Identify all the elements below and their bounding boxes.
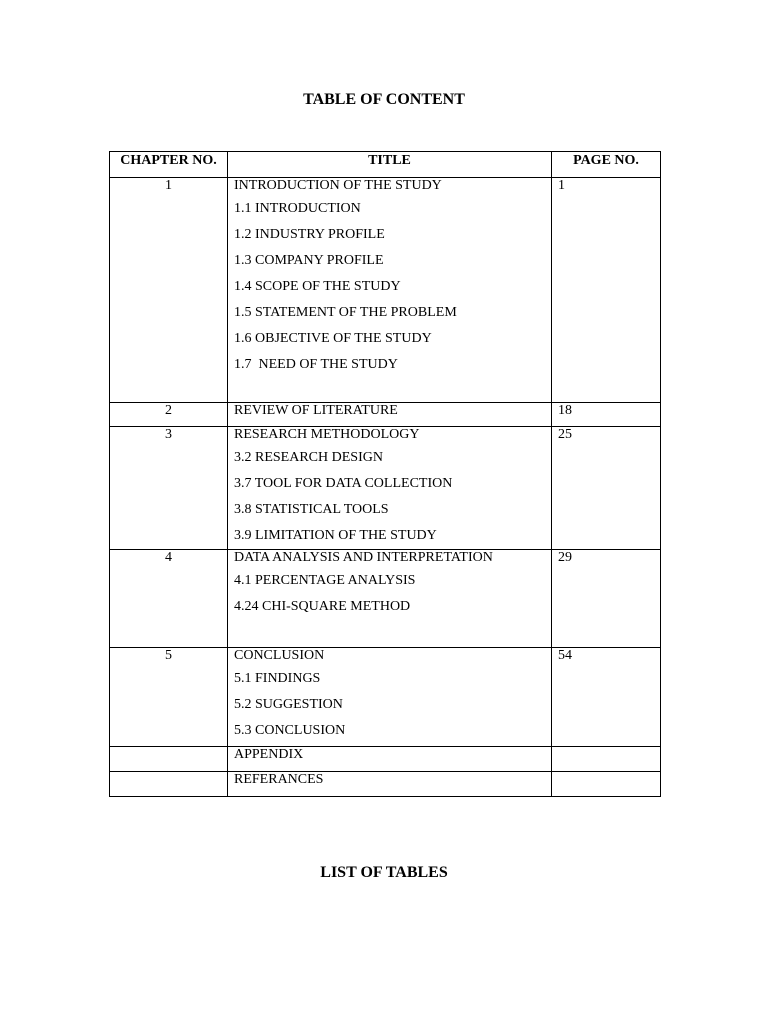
section-title: 1.7 NEED OF THE STUDY [234,357,398,372]
chapter-number: 4 [165,550,172,565]
title-cell [228,772,552,797]
chapter-title: REFERANCES [234,772,324,787]
section-title: 1.1 INTRODUCTION [234,201,361,216]
section-title: 3.8 STATISTICAL TOOLS [234,502,389,517]
section-title: 1.5 STATEMENT OF THE PROBLEM [234,305,457,320]
section-title: 1.2 INDUSTRY PROFILE [234,227,385,242]
column-header-chapter: CHAPTER NO. [110,152,228,178]
title-cell [228,550,552,648]
column-header-page: PAGE NO. [552,152,661,178]
title-cell [228,427,552,550]
table-row [110,178,661,403]
page-number: 1 [558,178,565,193]
section-title: 4.1 PERCENTAGE ANALYSIS [234,573,416,588]
section-title: 3.9 LIMITATION OF THE STUDY [234,528,437,543]
chapter-title: RESEARCH METHODOLOGY [234,427,420,442]
page-number-cell [552,550,661,648]
page-number-cell [552,648,661,747]
section-title: 5.2 SUGGESTION [234,697,343,712]
section-title: 4.24 CHI-SQUARE METHOD [234,599,411,614]
title-cell [228,747,552,772]
page-number: 18 [558,403,572,418]
chapter-number-cell [110,403,228,427]
chapter-title: REVIEW OF LITERATURE [234,403,398,418]
chapter-number: 2 [165,403,172,418]
page-number: 29 [558,550,572,565]
chapter-number-cell [110,178,228,403]
chapter-number [110,772,227,790]
table-row [110,427,661,550]
table-row [110,772,661,797]
section-title: 3.2 RESEARCH DESIGN [234,450,383,465]
table-of-contents [109,151,661,797]
chapter-number [110,747,227,765]
table-row [110,550,661,648]
chapter-number-cell [110,550,228,648]
page-number: 25 [558,427,572,442]
page-title: TABLE OF CONTENT [303,91,465,108]
page-number [558,747,660,765]
page-number-cell [552,178,661,403]
section-title: 1.6 OBJECTIVE OF THE STUDY [234,331,432,346]
chapter-number-cell [110,648,228,747]
page-number-cell [552,772,661,797]
chapter-title: CONCLUSION [234,648,325,663]
chapter-number-cell [110,427,228,550]
table-row [110,747,661,772]
section-title: 3.7 TOOL FOR DATA COLLECTION [234,476,453,491]
page-number-cell [552,747,661,772]
chapter-number: 1 [165,178,172,193]
chapter-title: INTRODUCTION OF THE STUDY [234,178,442,193]
table-row [110,403,661,427]
chapter-number-cell [110,772,228,797]
section-title: 1.4 SCOPE OF THE STUDY [234,279,401,294]
page-number-cell [552,403,661,427]
chapter-number-cell [110,747,228,772]
section-title: 1.3 COMPANY PROFILE [234,253,384,268]
table-body [110,178,661,797]
chapter-title: APPENDIX [234,747,304,762]
section-title: 5.1 FINDINGS [234,671,321,686]
page-number [558,772,660,790]
page-number: 54 [558,648,572,663]
title-cell [228,648,552,747]
title-cell [228,178,552,403]
table-header-row [110,152,661,178]
column-header-title: TITLE [228,152,552,178]
table-row [110,648,661,747]
title-cell [228,403,552,427]
chapter-number: 5 [165,648,172,663]
chapter-title: DATA ANALYSIS AND INTERPRETATION [234,550,493,565]
page-number-cell [552,427,661,550]
list-of-tables-title: LIST OF TABLES [320,864,448,881]
section-title: 5.3 CONCLUSION [234,723,346,738]
chapter-number: 3 [165,427,172,442]
